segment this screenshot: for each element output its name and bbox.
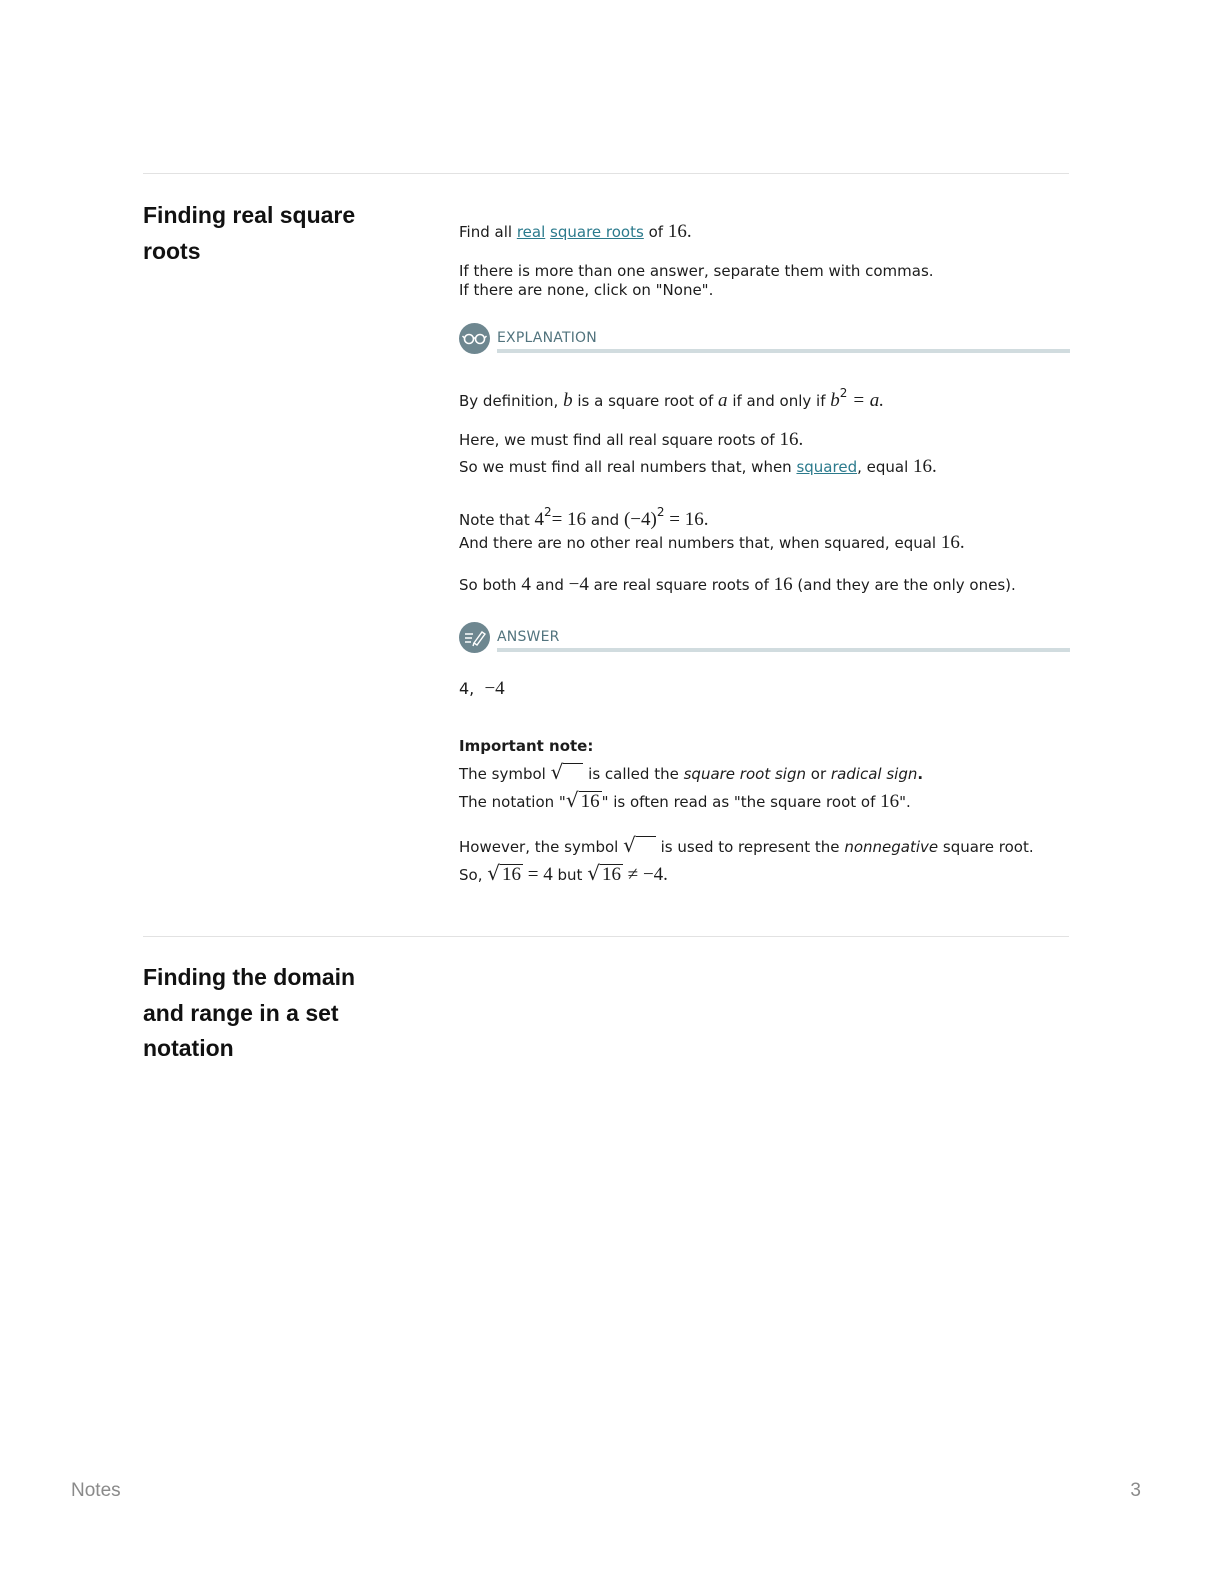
symbol-line	[459, 762, 923, 784]
math-number: 16.	[940, 532, 965, 553]
math-var: a	[718, 390, 728, 411]
math-number: 4	[534, 509, 545, 530]
section-title-line: Finding the domain	[143, 964, 356, 990]
radical-expression: √ 16	[487, 861, 521, 885]
link-squared[interactable]: squared	[796, 458, 858, 476]
text: And there are no other real numbers that, when squared, equal	[459, 534, 937, 552]
radical-expression: √ 16	[587, 861, 621, 885]
math-expr: = 4	[527, 864, 553, 885]
text: So,	[459, 866, 483, 884]
math-number: 16	[580, 791, 600, 812]
math-expr: (−4)	[623, 509, 657, 530]
text-italic: nonnegative	[844, 838, 939, 856]
section-title-domain-range	[143, 960, 403, 1067]
however-line	[459, 835, 1034, 857]
text: (and they are the only ones).	[797, 576, 1016, 594]
text: square root.	[942, 838, 1034, 856]
math-number: 16	[773, 574, 793, 595]
explanation-label: EXPLANATION	[497, 330, 597, 346]
text: or	[810, 765, 827, 783]
text: Note that	[459, 511, 530, 529]
glasses-icon	[459, 323, 490, 354]
so-line	[459, 457, 937, 477]
text: is called the	[588, 765, 679, 783]
pencil-lines-icon	[459, 622, 490, 653]
text: Here, we must find all real square roots of	[459, 431, 775, 449]
answer-value	[459, 679, 505, 699]
math-expr: = 16.	[669, 509, 709, 530]
text: , equal	[857, 458, 909, 476]
prompt-number: 16.	[667, 221, 692, 242]
footer-notes-label: Notes	[71, 1480, 121, 1501]
text: if and only if	[732, 392, 826, 410]
prompt-text: of	[648, 223, 664, 241]
section-title-line: notation	[143, 1035, 234, 1061]
definition-line	[459, 386, 884, 411]
section-title-line: Finding real square	[143, 202, 356, 228]
important-heading-text: Important note:	[459, 737, 594, 755]
answer-divider	[497, 648, 1070, 652]
prompt-text: Find all	[459, 223, 513, 241]
text-italic: radical sign	[830, 765, 918, 783]
text-italic: square root sign	[683, 765, 806, 783]
link-real[interactable]: real	[516, 223, 546, 241]
text: The notation "	[459, 793, 566, 811]
text: is a square root of	[577, 392, 714, 410]
text: " is often read as "the square root of	[601, 793, 876, 811]
conclusion-line	[459, 575, 1016, 595]
text: So we must find all real numbers that, when	[459, 458, 792, 476]
math-expr: ≠ −4.	[627, 864, 668, 885]
text: By definition,	[459, 392, 559, 410]
explanation-header	[459, 323, 1070, 357]
link-square-roots[interactable]: square roots	[550, 223, 644, 241]
answer-value-second: −4	[484, 678, 505, 699]
problem-prompt	[459, 222, 692, 242]
math-expr: = 16	[551, 509, 587, 530]
text: are real square roots of	[593, 576, 769, 594]
section-title-line: roots	[143, 237, 201, 264]
text: So both	[459, 576, 517, 594]
math-number: 16.	[913, 456, 937, 477]
text: and	[590, 511, 620, 529]
math-expr: = a.	[852, 390, 885, 411]
math-exponent: 2	[839, 386, 848, 400]
math-number: 16.	[779, 429, 804, 450]
radical-sign-icon: √	[623, 835, 656, 857]
section-title-line: and range in a set	[143, 999, 339, 1026]
important-heading	[459, 736, 593, 756]
text: .	[917, 765, 924, 783]
section-divider-middle	[143, 936, 1069, 937]
instruction-commas: If there is more than one answer, separate them with commas.	[459, 262, 934, 280]
math-number: −4	[568, 574, 589, 595]
answer-label: ANSWER	[497, 629, 560, 645]
text: The symbol	[459, 765, 546, 783]
text: However, the symbol	[459, 838, 619, 856]
math-var: b	[830, 390, 840, 411]
notation-line	[459, 790, 911, 812]
section-divider-top	[143, 173, 1069, 174]
radical-expression: √ 16	[565, 788, 600, 812]
here-line	[459, 430, 803, 450]
instruction-none: If there are none, click on "None".	[459, 281, 714, 299]
math-number: 4	[521, 574, 531, 595]
section-title-real-square-roots	[143, 198, 403, 269]
page-number: 3	[1130, 1480, 1141, 1501]
radical-sign-icon: √	[551, 762, 584, 784]
note-line	[459, 505, 708, 530]
math-var: b	[563, 390, 573, 411]
answer-header	[459, 622, 1070, 656]
math-number: 16	[502, 864, 521, 885]
text: and	[535, 576, 564, 594]
so-example-line	[459, 863, 668, 885]
text: is used to represent the	[660, 838, 840, 856]
answer-value-first: 4,	[459, 679, 475, 698]
text: but	[557, 866, 583, 884]
no-other-line	[459, 533, 965, 553]
math-number: 16	[880, 791, 900, 812]
text: ".	[899, 793, 911, 811]
math-exponent: 2	[656, 505, 665, 519]
math-number: 16	[601, 864, 621, 885]
math-exponent: 2	[544, 505, 552, 519]
explanation-divider	[497, 349, 1070, 353]
